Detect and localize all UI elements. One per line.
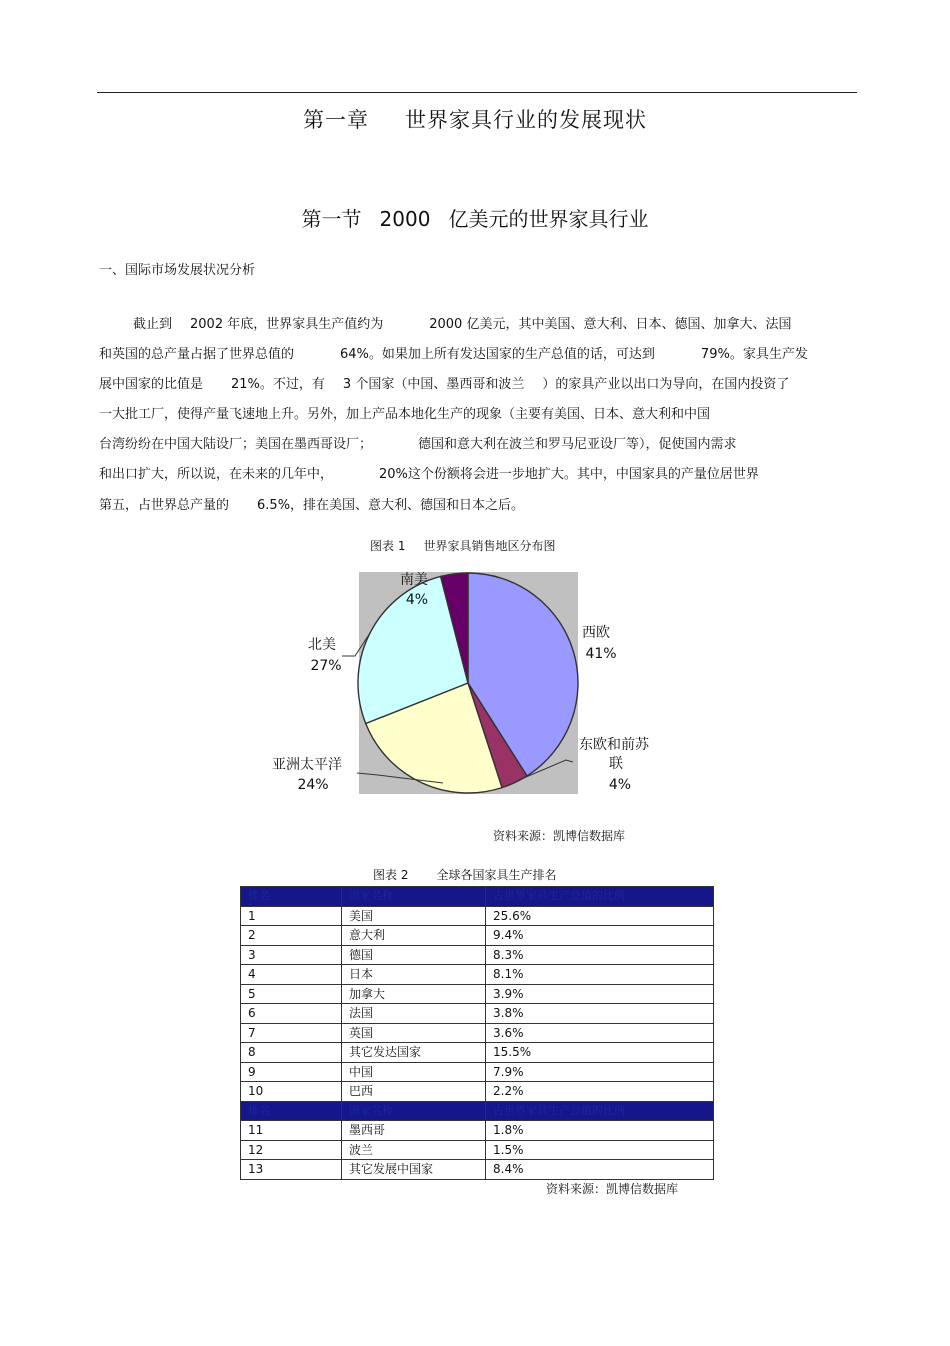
table-cell: 3.8% [486,1004,714,1024]
pie-value-east-europe: 4% [608,777,632,793]
table-cell: 美国 [342,906,486,926]
table-cell: 8.4% [486,1160,714,1180]
table-cell: 8.1% [486,965,714,985]
paragraph-line-6: 和出口扩大，所以说，在未来的几年中， 20%这个份额将会进一步地扩大。其中，中国家具的产量位居世界 [99,467,759,482]
table-cell: 其它发达国家 [342,1043,486,1063]
table-cell: 12 [241,1140,342,1160]
pie-label-east-europe-2: 联 [609,756,623,772]
pie-label-west-europe: 西欧 [582,625,610,641]
table-row [241,926,714,946]
figure1-source: 资料来源：凯博信数据库 [493,829,626,843]
pie-label-asia-pacific: 亚洲太平洋 [272,757,342,773]
table-cell: 6 [241,1004,342,1024]
pie-value-north-america: 27% [310,658,342,674]
table-cell: 8 [241,1043,342,1063]
table-cell: 波兰 [342,1140,486,1160]
table-row [241,1121,714,1141]
table-row [241,906,714,926]
table-header-cell: 排名 [241,1101,342,1121]
pie-label-east-europe-1: 东欧和前苏 [579,737,649,753]
figure2-source: 资料来源：凯博信数据库 [546,1182,679,1196]
table-row [241,945,714,965]
table-row [241,984,714,1004]
table-cell: 2.2% [486,1082,714,1102]
pie-label-south-america: 南美 [400,572,428,588]
table-cell: 日本 [342,965,486,985]
pie-value-west-europe: 41% [585,646,617,662]
table-row [241,965,714,985]
table-cell: 25.6% [486,906,714,926]
table-cell: 7.9% [486,1062,714,1082]
table-cell: 中国 [342,1062,486,1082]
figure1-caption: 图表 1 世界家具销售地区分布图 [370,539,556,553]
section-title: 亿美元的世界家具行业 [448,207,649,231]
chapter-number: 第一章 [303,108,369,132]
table-cell: 1 [241,906,342,926]
table-row [241,1082,714,1102]
paragraph-line-1: 截止到 2002 年底，世界家具生产值约为 2000 亿美元，其中美国、意大利、日本、德国、加拿大、法国 [133,317,792,332]
table-cell: 9.4% [486,926,714,946]
table-cell: 意大利 [342,926,486,946]
table-header-row [241,1101,714,1121]
table-cell: 4 [241,965,342,985]
paragraph-line-7: 第五，占世界总产量的 6.5%，排在美国、意大利、德国和日本之后。 [99,498,525,513]
section-title-number: 2000 [379,207,431,231]
table-cell: 1.8% [486,1121,714,1141]
paragraph-line-5: 台湾纷纷在中国大陆设厂；美国在墨西哥设厂； 德国和意大利在波兰和罗马尼亚设厂等），促使国内需求 [99,437,737,452]
table-cell: 10 [241,1082,342,1102]
subheading: 一、国际市场发展状况分析 [99,263,256,278]
paragraph-line-2: 和英国的总产量占据了世界总值的 64%。如果加上所有发达国家的生产总值的话，可达到 79%。家具生产发 [99,347,808,362]
table-cell: 5 [241,984,342,1004]
table-row [241,1140,714,1160]
table-cell: 3.6% [486,1023,714,1043]
table-row [241,1023,714,1043]
table-header-cell: 占世界家具生产总值的比例 [486,887,714,907]
table-cell: 7 [241,1023,342,1043]
table-cell: 3.9% [486,984,714,1004]
table-cell: 墨西哥 [342,1121,486,1141]
table-cell: 巴西 [342,1082,486,1102]
table-row [241,1062,714,1082]
paragraph-line-4: 一大批工厂，使得产量飞速地上升。另外，加上产品本地化生产的现象（主要有美国、日本、意大利和中国 [99,407,711,422]
table-header-cell: 国家名称 [342,887,486,907]
table-cell: 加拿大 [342,984,486,1004]
pie-value-south-america: 4% [405,592,429,608]
table-cell: 其它发展中国家 [342,1160,486,1180]
ranking-table [240,886,714,1180]
table-cell: 15.5% [486,1043,714,1063]
table-cell: 德国 [342,945,486,965]
table-header-cell: 排名 [241,887,342,907]
table-cell: 11 [241,1121,342,1141]
table-row [241,1160,714,1180]
paragraph-line-3: 展中国家的比值是 21%。不过，有 3 个国家（中国、墨西哥和波兰 ）的家具产业以出口为导向，在国内投资了 [99,377,790,392]
chapter-title: 世界家具行业的发展现状 [405,108,647,132]
table-cell: 8.3% [486,945,714,965]
section-number: 第一节 [301,207,362,231]
figure2-caption: 图表 2 全球各国家具生产排名 [373,868,557,882]
table-cell: 9 [241,1062,342,1082]
table-header-row [241,887,714,907]
table-cell: 法国 [342,1004,486,1024]
pie-label-north-america: 北美 [308,637,336,653]
table-cell: 1.5% [486,1140,714,1160]
table-header-cell: 占世界家具生产总值的比例 [486,1101,714,1121]
table-row [241,1043,714,1063]
table-cell: 3 [241,945,342,965]
table-row [241,1004,714,1024]
table-cell: 13 [241,1160,342,1180]
pie-value-asia-pacific: 24% [297,777,329,793]
table-cell: 英国 [342,1023,486,1043]
table-header-cell: 国家名称 [342,1101,486,1121]
table-cell: 2 [241,926,342,946]
